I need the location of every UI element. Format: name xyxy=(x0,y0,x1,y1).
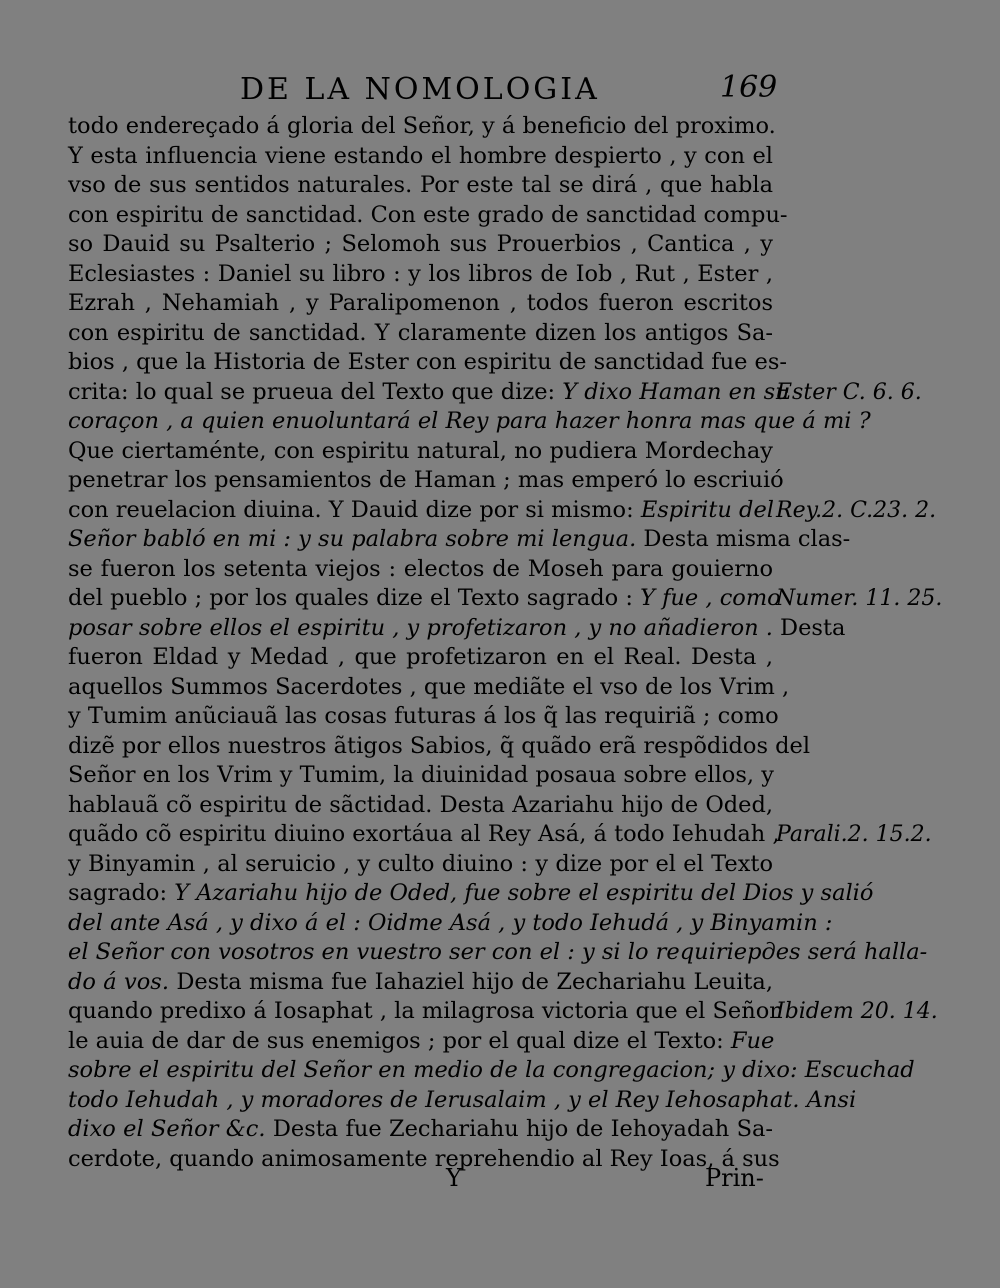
roman-text: fueron Eldad y Medad , que profetizaron en el Real. Desta , xyxy=(68,644,773,670)
roman-text: penetrar los pensamientos de Haman ; mas emperó lo escriuió xyxy=(68,467,784,493)
roman-text: Desta xyxy=(772,614,846,641)
text-line xyxy=(68,673,790,703)
roman-text: y Tumim anũciauã las cosas futuras á los q̃ las requiriã ; como xyxy=(68,703,779,729)
roman-text: vso de sus sentidos naturales. Por este tal se dirá , que habla xyxy=(68,172,773,198)
text-line xyxy=(68,702,779,732)
roman-text: dizẽ por ellos nuestros ãtigos Sabios, q̃ quãdo erã respõdidos del xyxy=(68,732,811,759)
text-line xyxy=(68,938,928,968)
roman-text: cerdote, quando animosamente reprehendio al Rey Ioas, á sus xyxy=(68,1145,780,1172)
italic-text: sobre el espiritu del Señor en medio de la congregacion; y dixo: Escuchad xyxy=(68,1057,915,1083)
roman-text: Desta misma clas- xyxy=(636,526,851,552)
italic-text: todo Iehudah , y moradores de Ierusalaim , y el Rey Iehosaphat. Ansi xyxy=(68,1086,857,1113)
roman-text: Desta misma fue Iahaziel hijo de Zechariahu Leuita, xyxy=(168,968,773,995)
roman-text: aquellos Summos Sacerdotes , que mediãte el vso de los Vrim , xyxy=(68,673,790,700)
text-line xyxy=(68,584,781,614)
roman-text: hablauã cõ espiritu de sãctidad. Desta Azariahu hijo de Oded, xyxy=(68,791,774,818)
text-line xyxy=(68,348,788,378)
roman-text: Que ciertaménte, con espiritu natural, no pudiera Mordechay xyxy=(68,437,773,464)
italic-text: dixo el Señor &c. xyxy=(68,1116,266,1142)
text-line xyxy=(68,260,773,290)
text-line xyxy=(68,850,773,880)
text-line xyxy=(68,1027,773,1057)
italic-text: Y fue , como xyxy=(640,585,781,611)
text-line xyxy=(68,289,773,319)
text-line xyxy=(68,732,811,762)
text-line xyxy=(68,879,874,909)
italic-text: do á vos. xyxy=(68,968,169,995)
italic-text: el Señor con vosotros en vuestro ser con el : y si lo requiriердes será halla- xyxy=(68,939,928,965)
marginal-note: Ibidem 20. 14. xyxy=(776,999,938,1024)
roman-text: Y esta influencia viene estando el hombre despierto , y con el xyxy=(68,142,773,169)
marginal-note: Ester C. 6. 6. xyxy=(776,379,922,405)
roman-text: se fueron los setenta viejos : electos de Moseh para gouierno xyxy=(68,555,773,582)
marginal-note: Numer. 11. 25. xyxy=(776,586,943,611)
text-line xyxy=(68,555,773,585)
roman-text: so Dauid su Psalterio ; Selomoh sus Prouerbios , Cantica , y xyxy=(68,231,773,257)
roman-text: con espiritu de sanctidad. Con este grado de sanctidad compu- xyxy=(68,201,788,228)
roman-text: crita: lo qual se prueua del Texto que dize: xyxy=(68,378,563,405)
italic-text: coraçon , a quien enuoluntará el Rey para hazer honra mas que á mi ? xyxy=(68,408,871,434)
roman-text: Desta fue Zechariahu hijo de Iehoyadah Sa- xyxy=(265,1116,773,1142)
roman-text: del pueblo ; por los quales dize el Texto sagrado : xyxy=(68,585,641,611)
italic-text: Y Azariahu hijo de Oded, fue sobre el espiritu del Dios y salió xyxy=(174,880,874,906)
roman-text: Eclesiastes : Daniel su libro : y los libros de Iob , Rut , Ester , xyxy=(68,260,773,287)
page-footer xyxy=(0,1164,1000,1200)
roman-text: quãdo cõ espiritu diuino exortáua al Rey Asá, á todo Iehudah , xyxy=(68,821,780,847)
roman-text: con espiritu de sanctidad. Y claramente dizen los antigos Sa- xyxy=(68,319,773,346)
text-line xyxy=(68,171,773,201)
marginal-note: Parali.2. 15.2. xyxy=(776,822,932,847)
text-line xyxy=(68,437,773,467)
text-line xyxy=(68,319,773,349)
marginal-note: Rey.2. C.23. 2. xyxy=(776,497,937,523)
text-line xyxy=(68,112,776,142)
text-line xyxy=(68,1056,915,1086)
italic-text: del ante Asá , y dixo á el : Oidme Asá , y todo Iehudá , y Binyamin : xyxy=(68,909,833,936)
italic-text: Y dixo Haman en su xyxy=(562,378,790,405)
italic-text: Señor babló en mi : y su palabra sobre mi lengua. xyxy=(68,526,637,552)
text-line xyxy=(68,1086,857,1116)
italic-text: Fue xyxy=(730,1027,775,1054)
catchword: Prin- xyxy=(705,1164,764,1192)
text-line xyxy=(68,466,784,496)
text-line xyxy=(68,142,773,172)
italic-text: Espiritu del xyxy=(640,496,774,523)
text-line xyxy=(68,791,773,821)
text-line xyxy=(68,820,780,850)
roman-text: Señor en los Vrim y Tumim, la diuinidad posaua sobre ellos, y xyxy=(68,762,774,788)
text-line xyxy=(68,407,871,437)
text-line xyxy=(68,1115,773,1145)
roman-text: bios , que la Historia de Ester con espiritu de sanctidad fue es- xyxy=(68,349,788,375)
text-line xyxy=(68,230,773,260)
roman-text: Ezrah , Nehamiah , y Paralipomenon , todos fueron escritos xyxy=(68,290,773,316)
roman-text: todo endereçado á gloria del Señor, y á beneficio del proximo. xyxy=(68,113,776,139)
text-line xyxy=(68,968,773,998)
text-line xyxy=(68,525,851,555)
text-line xyxy=(68,997,781,1027)
roman-text: sagrado: xyxy=(68,880,175,906)
text-line xyxy=(68,496,773,526)
text-line xyxy=(68,761,773,791)
roman-text: le auia de dar de sus enemigos ; por el qual dize el Texto: xyxy=(68,1027,731,1054)
text-line xyxy=(68,614,846,644)
signature-mark: Y xyxy=(446,1164,462,1192)
page-number: 169 xyxy=(720,70,778,105)
running-title: DE LA NOMOLOGIA xyxy=(240,72,600,107)
text-line xyxy=(68,643,773,673)
roman-text: y Binyamin , al seruicio , y culto diuino : y dize por el el Texto xyxy=(68,850,773,877)
page-header xyxy=(0,70,1000,110)
roman-text: quando predixo á Iosaphat , la milagrosa victoria que el Señor xyxy=(68,998,781,1024)
text-line xyxy=(68,909,833,939)
roman-text: con reuelacion diuina. Y Dauid dize por si mismo: xyxy=(68,496,641,523)
italic-text: posar sobre ellos el espiritu , y profetizaron , y no añadieron . xyxy=(68,614,773,641)
text-line xyxy=(68,201,788,231)
text-line xyxy=(68,378,790,408)
